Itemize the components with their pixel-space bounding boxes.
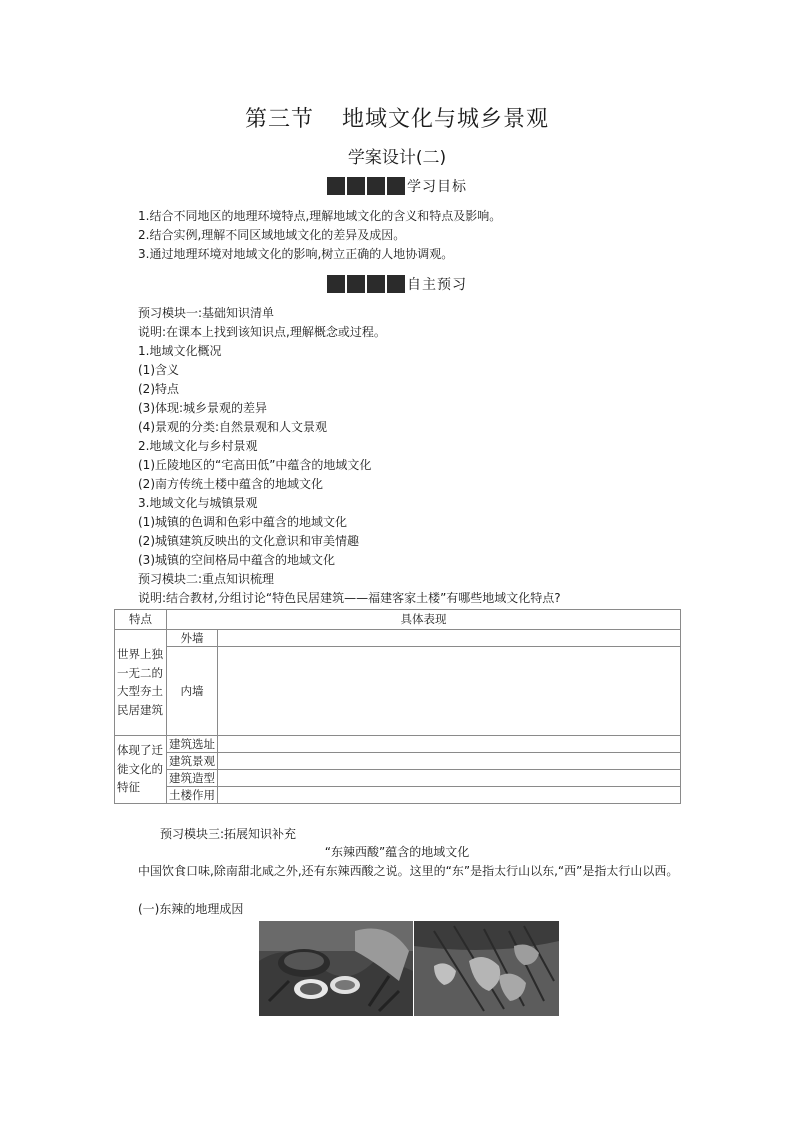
goal-item: 3.通过地理环境对地域文化的影响,树立正确的人地协调观。	[138, 247, 454, 261]
page-title	[0, 102, 794, 133]
table-row-label: 土楼作用	[167, 786, 218, 803]
table-row	[115, 786, 681, 803]
section-marker-blocks	[327, 177, 405, 195]
table-intro: 说明:结合教材,分组讨论“特色民居建筑——福建客家土楼”有哪些地域文化特点?	[138, 591, 561, 605]
article-title: “东辣西酸”蕴含的地域文化	[324, 845, 470, 859]
goal-item: 2.结合实例,理解不同区域地域文化的差异及成因。	[138, 228, 406, 242]
table-answer-cell[interactable]	[218, 769, 681, 786]
section-label: 自主预习	[407, 277, 467, 293]
table-row-label: 建筑景观	[167, 752, 218, 769]
preview-line: (3)城镇的空间格局中蕴含的地域文化	[138, 553, 335, 567]
preview-line: 预习模块二:重点知识梳理	[138, 572, 275, 586]
table-row	[115, 769, 681, 786]
table-answer-cell[interactable]	[218, 629, 681, 646]
preview-line: (1)城镇的色调和色彩中蕴含的地域文化	[138, 515, 347, 529]
preview-line: 1.地域文化概况	[138, 344, 222, 358]
tulou-features-table	[114, 609, 681, 804]
table-row	[115, 735, 681, 752]
preview-line: (2)城镇建筑反映出的文化意识和审美情趣	[138, 534, 359, 548]
table-answer-cell[interactable]	[218, 786, 681, 803]
title-topic: 地域文化与城乡景观	[342, 107, 550, 132]
spices-photo-graphic	[259, 921, 413, 1016]
section-header-goals	[327, 175, 467, 197]
table-group-label: 体现了迁徙文化的特征	[115, 735, 167, 803]
skewers-photo	[414, 921, 559, 1016]
spices-photo	[259, 921, 413, 1016]
table-answer-cell[interactable]	[218, 646, 681, 735]
section-marker-blocks	[327, 275, 405, 293]
table-row-label: 外墙	[167, 629, 218, 646]
table-row-label: 内墙	[167, 646, 218, 735]
preview-line: (2)南方传统土楼中蕴含的地域文化	[138, 477, 323, 491]
table-group-label: 世界上独一无二的大型夯土民居建筑	[115, 629, 167, 735]
preview-line: 说明:在课本上找到该知识点,理解概念或过程。	[138, 325, 386, 339]
table-row-label: 建筑选址	[167, 735, 218, 752]
page-subtitle: 学案设计(二)	[347, 148, 447, 168]
article-paragraph: 中国饮食口味,除南甜北咸之外,还有东辣西酸之说。这里的“东”是指太行山以东,“西”是指太行山以西。	[138, 864, 679, 878]
preview-line: (3)体现:城乡景观的差异	[138, 401, 268, 415]
table-row	[115, 646, 681, 735]
table-header-feature: 特点	[115, 610, 167, 630]
section-header-preview	[327, 273, 467, 295]
preview-line: (1)含义	[138, 363, 179, 377]
preview-line: (1)丘陵地区的“宅高田低”中蕴含的地域文化	[138, 458, 372, 472]
preview-line: (2)特点	[138, 382, 179, 396]
table-header-row	[115, 610, 681, 630]
preview-line: (4)景观的分类:自然景观和人文景观	[138, 420, 328, 434]
preview-line: 预习模块一:基础知识清单	[138, 306, 275, 320]
preview-line: 3.地域文化与城镇景观	[138, 496, 258, 510]
table-row	[115, 629, 681, 646]
title-section-number: 第三节	[244, 107, 314, 132]
skewers-photo-graphic	[414, 921, 559, 1016]
table-row-label: 建筑造型	[167, 769, 218, 786]
section-label: 学习目标	[407, 179, 467, 195]
table-answer-cell[interactable]	[218, 752, 681, 769]
article-section-heading: (一)东辣的地理成因	[138, 902, 244, 916]
module3-heading: 预习模块三:拓展知识补充	[160, 827, 297, 841]
goal-item: 1.结合不同地区的地理环境特点,理解地域文化的含义和特点及影响。	[138, 209, 502, 223]
preview-line: 2.地域文化与乡村景观	[138, 439, 258, 453]
table-answer-cell[interactable]	[218, 735, 681, 752]
table-row	[115, 752, 681, 769]
table-header-detail: 具体表现	[167, 610, 681, 630]
